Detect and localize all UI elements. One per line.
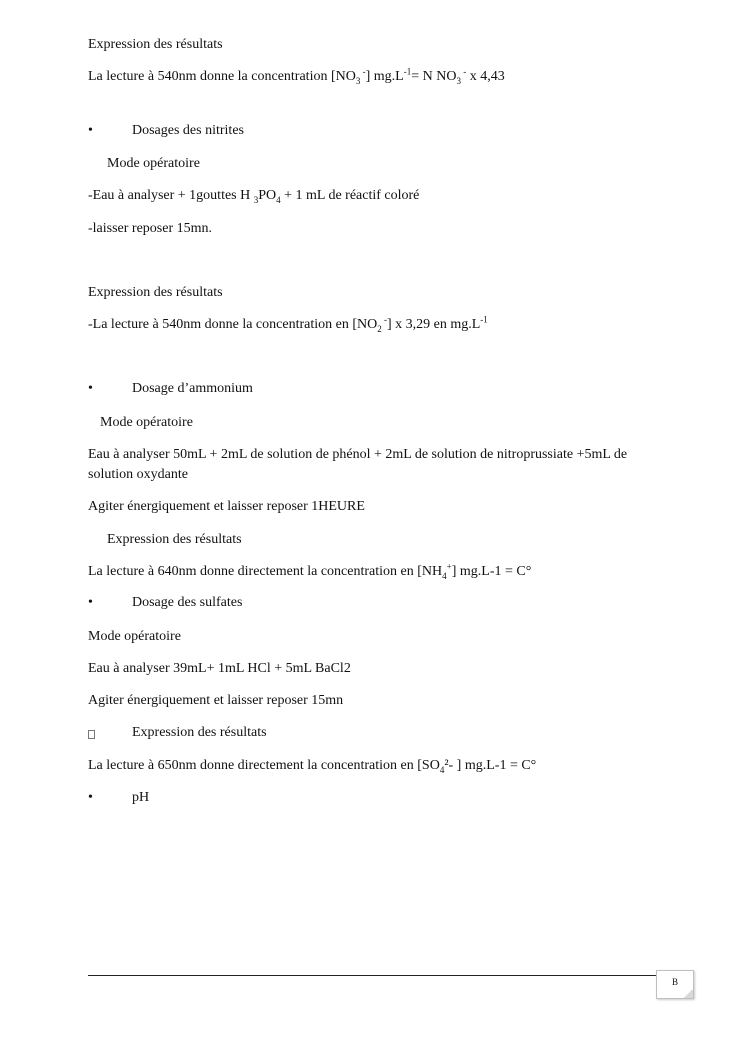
- page-curl-icon: [683, 990, 693, 998]
- ammonium-step-1: Eau à analyser 50mL + 2mL de solution de phénol + 2mL de solution de nitroprussiate +5mL de solution oxydante: [88, 447, 628, 482]
- sulfates-step-1: Eau à analyser 39mL+ 1mL HCl + 5mL BaCl2: [88, 661, 351, 676]
- bullet-nitrites: •: [88, 123, 93, 138]
- sulfates-section-title: Dosage des sulfates: [132, 595, 243, 610]
- nitrites-section-title: Dosages des nitrites: [132, 123, 244, 138]
- missing-glyph-bullet-icon: [88, 728, 102, 744]
- sulfates-result-text: La lecture à 650nm donne directement la concentration en [$SO_4^2-$ ] mg.L-1 = C°: [88, 758, 537, 775]
- nitrate-result-text: La lecture à 540nm donne la concentration [$NO_3$ -] $mg.L^{-1}= N$ $NO_3$ - x 4,43: [88, 66, 505, 86]
- nitrites-expression-heading: Expression des résultats: [88, 285, 223, 300]
- nitrites-step-1: -Eau à analyser + 1gouttes H $_3PO_4 + 1$ mL de réactif coloré: [88, 188, 420, 205]
- nitrites-step-2: -laisser reposer 15mn.: [88, 221, 213, 236]
- bullet-ammonium: •: [88, 381, 93, 396]
- sulfates-mode-heading: Mode opératoire: [88, 629, 181, 644]
- ammonium-mode-heading: Mode opératoire: [100, 415, 193, 430]
- ammonium-result-text: La lecture à 640nm donne directement la concentration en $[NH_4^+] mg.L-1 = C^\circ$: [88, 561, 532, 581]
- page-number-box: [656, 970, 694, 999]
- ph-section-title: pH: [132, 790, 150, 805]
- bullet-ph: •: [88, 790, 93, 805]
- sulfates-expression-heading: Expression des résultats: [132, 725, 267, 740]
- nitrites-mode-heading: Mode opératoire: [107, 156, 200, 171]
- nitrate-expression-heading: Expression des résultats: [88, 37, 223, 52]
- bullet-sulfates: •: [88, 595, 93, 610]
- ammonium-expression-heading: Expression des résultats: [107, 532, 242, 547]
- ammonium-section-title: Dosage d’ammonium: [132, 381, 253, 396]
- nitrites-result-text: -La lecture à 540nm donne la concentration en [$NO_2$ -] x 3,29 en $mg.L^{-1}$: [88, 314, 488, 334]
- footer-divider: [88, 975, 692, 976]
- sulfates-step-2: Agiter énergiquement et laisser reposer 15mn: [88, 693, 344, 708]
- ammonium-step-2: Agiter énergiquement et laisser reposer 1HEURE: [88, 499, 365, 514]
- page-number-label: B: [671, 977, 678, 987]
